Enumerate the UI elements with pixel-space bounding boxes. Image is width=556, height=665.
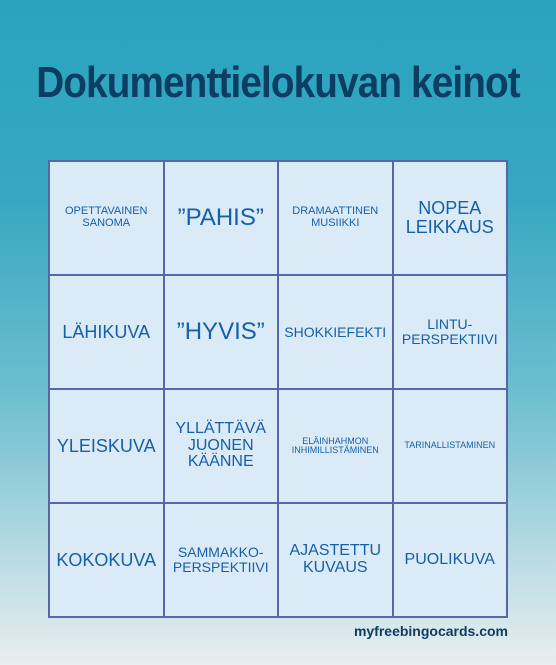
bingo-cell[interactable] <box>279 504 392 616</box>
cell-label: DRAMAATTINEN MUSIIKKI <box>292 205 379 229</box>
cell-label: TARINALLISTAMINEN <box>404 440 496 451</box>
bingo-cell[interactable] <box>50 276 163 388</box>
bingo-cell[interactable] <box>50 162 163 274</box>
bingo-cell[interactable] <box>50 390 163 502</box>
bingo-cell[interactable] <box>50 504 163 616</box>
bingo-cell[interactable] <box>279 162 392 274</box>
bingo-cell[interactable] <box>394 276 507 388</box>
bingo-cell[interactable] <box>394 504 507 616</box>
cell-label: LINTU-PERSPEKTIIVI <box>401 316 498 347</box>
cell-label: KOKOKUVA <box>56 549 157 570</box>
site-watermark: myfreebingocards.com <box>353 623 508 639</box>
bingo-cell[interactable] <box>279 276 392 388</box>
cell-label: NOPEA LEIKKAUS <box>405 198 494 237</box>
cell-label: YLLÄTTÄVÄ JUONEN KÄÄNNE <box>175 419 267 471</box>
cell-label: OPETTAVAINEN SANOMA <box>64 205 148 229</box>
bingo-cell[interactable] <box>279 390 392 502</box>
cell-label: ”PAHIS” <box>177 204 264 232</box>
cell-label: SHOKKIEFEKTI <box>284 323 387 340</box>
bingo-cell[interactable] <box>165 504 278 616</box>
cell-label: SAMMAKKO-PERSPEKTIIVI <box>172 544 269 575</box>
cell-label: YLEISKUVA <box>56 435 156 456</box>
bingo-cell[interactable] <box>165 276 278 388</box>
bingo-cell[interactable] <box>394 162 507 274</box>
cell-label: ”HYVIS” <box>176 318 265 346</box>
cell-label: ELÄINHAHMON INHIMILLISTÄMINEN <box>291 435 379 455</box>
bingo-cell[interactable] <box>394 390 507 502</box>
bingo-cell[interactable] <box>165 162 278 274</box>
card-title: Dokumenttielokuvan keinot <box>36 58 520 107</box>
bingo-grid <box>48 160 508 618</box>
cell-label: AJASTETTU KUVAUS <box>289 542 382 576</box>
cell-label: PUOLIKUVA <box>404 550 495 568</box>
cell-label: LÄHIKUVA <box>62 321 151 342</box>
bingo-cell[interactable] <box>165 390 278 502</box>
